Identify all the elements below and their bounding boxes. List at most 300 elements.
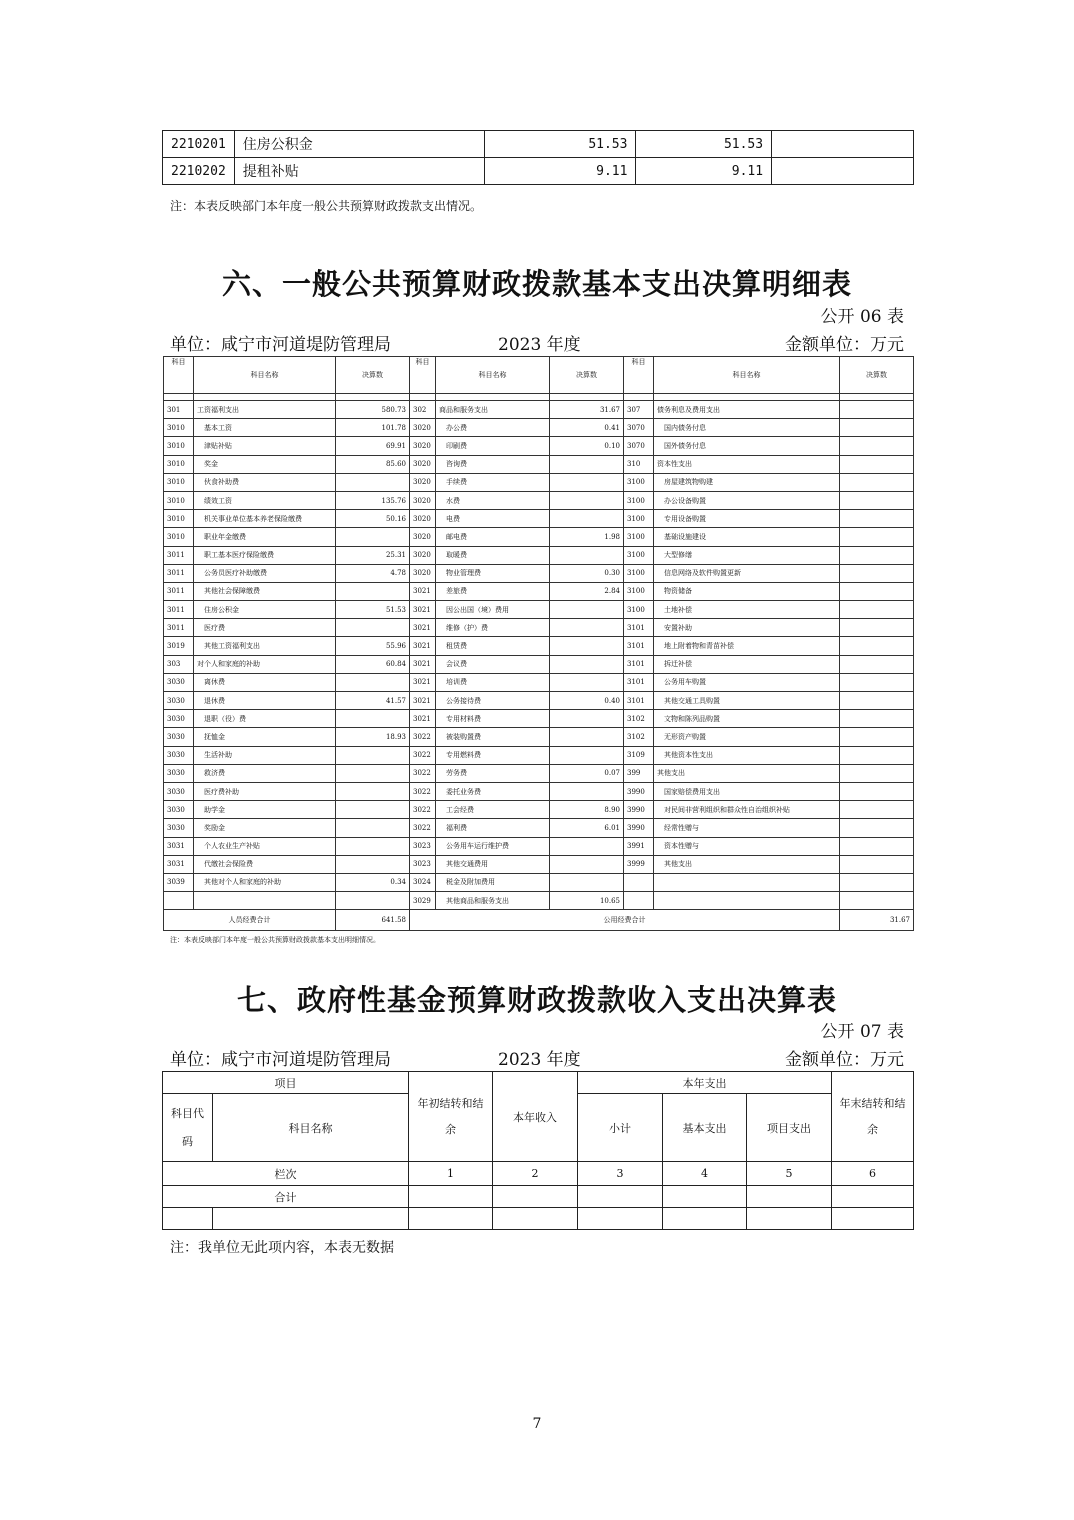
amount-cell [840, 637, 914, 655]
subject-name: 地上附着物和青苗补偿 [654, 637, 840, 655]
table-row [164, 419, 914, 437]
amount-cell [840, 619, 914, 637]
subject-code: 3020 [410, 455, 436, 473]
amount-cell [550, 655, 624, 673]
subject-code: 3100 [624, 510, 654, 528]
amount-cell: 9.11 [485, 158, 636, 185]
empty-cell [578, 1208, 663, 1230]
subject-name [194, 892, 336, 910]
table-row [164, 582, 914, 600]
header-subject-code [163, 1094, 213, 1162]
subject-name: 住房公积金 [234, 131, 484, 158]
amount-cell [840, 873, 914, 891]
subject-code: 3030 [164, 728, 194, 746]
subject-name: 其他交通工具购置 [654, 692, 840, 710]
amount-cell [550, 873, 624, 891]
table-row [164, 601, 914, 619]
table-row [164, 819, 914, 837]
subject-name: 税金及附加费用 [436, 873, 550, 891]
subject-name: 咨询费 [436, 455, 550, 473]
subject-name: 土地补偿 [654, 601, 840, 619]
subject-name: 安置补助 [654, 619, 840, 637]
amount-cell [550, 710, 624, 728]
public-total-value: 31.67 [840, 910, 914, 931]
column-header: 科目名称 [436, 357, 550, 394]
amount-cell [840, 673, 914, 691]
amount-cell [336, 746, 410, 764]
column-header: 科目 [410, 357, 436, 394]
table-row [164, 873, 914, 891]
empty-cell [624, 394, 654, 401]
amount-cell [550, 473, 624, 491]
subject-code: 3020 [410, 564, 436, 582]
section7-form-no: 公开 07 表 [820, 1022, 904, 1042]
header-project-expense: 项目支出 [747, 1094, 832, 1162]
amount-cell: 51.53 [636, 131, 772, 158]
subject-code: 3023 [410, 855, 436, 873]
subject-code: 3021 [410, 582, 436, 600]
subject-code: 3011 [164, 619, 194, 637]
subject-code: 3100 [624, 582, 654, 600]
subject-name: 职工基本医疗保险缴费 [194, 546, 336, 564]
subject-name: 医疗费补助 [194, 782, 336, 800]
subject-code: 3999 [624, 855, 654, 873]
amount-cell [336, 855, 410, 873]
empty-cell [832, 1186, 914, 1208]
amount-cell: 51.53 [336, 601, 410, 619]
table-row [164, 692, 914, 710]
empty-cell [409, 1186, 493, 1208]
subject-code: 3100 [624, 473, 654, 491]
subject-code: 3030 [164, 801, 194, 819]
amount-cell [550, 746, 624, 764]
subject-code: 3030 [164, 764, 194, 782]
subject-name: 水费 [436, 491, 550, 509]
section6-amount-unit: 金额单位：万元 [785, 335, 904, 355]
subject-name: 其他资本性支出 [654, 746, 840, 764]
subject-name: 租赁费 [436, 637, 550, 655]
subject-name: 公务用车购置 [654, 673, 840, 691]
amount-cell [840, 819, 914, 837]
amount-cell: 51.53 [485, 131, 636, 158]
table-row [164, 801, 914, 819]
subject-name: 物资储备 [654, 582, 840, 600]
subject-code: 3011 [164, 601, 194, 619]
amount-cell: 101.78 [336, 419, 410, 437]
subject-name: 会议费 [436, 655, 550, 673]
subject-code: 3100 [624, 546, 654, 564]
header-beginning-balance-line2: 余 [445, 1122, 456, 1136]
amount-cell: 18.93 [336, 728, 410, 746]
amount-cell: 0.07 [550, 764, 624, 782]
empty-cell [747, 1208, 832, 1230]
subject-code: 3039 [164, 873, 194, 891]
amount-cell [840, 655, 914, 673]
subject-code: 3021 [410, 601, 436, 619]
subject-code: 3101 [624, 637, 654, 655]
table-row [164, 746, 914, 764]
subject-name: 基础设施建设 [654, 528, 840, 546]
amount-cell: 25.31 [336, 546, 410, 564]
amount-cell [336, 673, 410, 691]
subject-code: 3029 [410, 892, 436, 910]
amount-cell [840, 564, 914, 582]
subject-name: 资本性支出 [654, 455, 840, 473]
subject-code: 3020 [410, 437, 436, 455]
subject-code: 3030 [164, 692, 194, 710]
subject-code: 3022 [410, 819, 436, 837]
subject-name: 委托业务费 [436, 782, 550, 800]
subject-code: 3031 [164, 837, 194, 855]
table-row [164, 546, 914, 564]
empty-cell [832, 1208, 914, 1230]
subject-name: 其他商品和服务支出 [436, 892, 550, 910]
table-row [164, 528, 914, 546]
subject-code: 3010 [164, 437, 194, 455]
amount-cell [840, 546, 914, 564]
table-row [163, 1162, 914, 1186]
column-header: 科目名称 [194, 357, 336, 394]
amount-cell: 60.84 [336, 655, 410, 673]
subject-code: 2210202 [163, 158, 235, 185]
table-row [163, 1208, 914, 1230]
amount-cell [840, 401, 914, 419]
empty-cell [840, 394, 914, 401]
amount-cell [772, 158, 914, 185]
subject-code: 3101 [624, 655, 654, 673]
amount-cell [336, 837, 410, 855]
empty-cell [550, 394, 624, 401]
header-beginning-balance [409, 1072, 493, 1162]
column-header: 决算数 [840, 357, 914, 394]
top-expense-table [162, 130, 914, 185]
subject-code: 3101 [624, 692, 654, 710]
subject-code: 399 [624, 764, 654, 782]
amount-cell [336, 619, 410, 637]
empty-cell [194, 394, 336, 401]
empty-cell [654, 394, 840, 401]
subject-code: 3101 [624, 619, 654, 637]
empty-cell [410, 394, 436, 401]
page-number: 7 [532, 1416, 542, 1432]
subject-code: 3022 [410, 801, 436, 819]
seq-number: 2 [493, 1162, 578, 1186]
table-row [164, 728, 914, 746]
amount-cell: 10.65 [550, 892, 624, 910]
subject-name: 生活补助 [194, 746, 336, 764]
amount-cell [840, 764, 914, 782]
subject-name: 劳务费 [436, 764, 550, 782]
seq-number: 5 [747, 1162, 832, 1186]
subject-name: 被装购置费 [436, 728, 550, 746]
amount-cell [550, 782, 624, 800]
table-row [164, 394, 914, 401]
section7-amount-unit: 金额单位：万元 [785, 1050, 904, 1070]
subject-code: 3011 [164, 546, 194, 564]
subject-code: 3022 [410, 746, 436, 764]
amount-cell: 8.90 [550, 801, 624, 819]
subject-name: 退休费 [194, 692, 336, 710]
amount-cell [840, 437, 914, 455]
subject-code: 3991 [624, 837, 654, 855]
empty-cell [663, 1208, 747, 1230]
amount-cell [550, 837, 624, 855]
subject-code: 3102 [624, 710, 654, 728]
subject-code: 3010 [164, 510, 194, 528]
header-expense: 本年支出 [578, 1072, 832, 1094]
table-row [164, 455, 914, 473]
subject-code: 3030 [164, 746, 194, 764]
amount-cell [550, 728, 624, 746]
empty-cell [493, 1186, 578, 1208]
table-row [164, 655, 914, 673]
column-header: 科目 [624, 357, 654, 394]
subject-name: 职业年金缴费 [194, 528, 336, 546]
seq-number: 3 [578, 1162, 663, 1186]
table-row [164, 619, 914, 637]
header-subtotal: 小计 [578, 1094, 663, 1162]
subject-name: 培训费 [436, 673, 550, 691]
table-row [164, 473, 914, 491]
subject-name: 印刷费 [436, 437, 550, 455]
header-project: 项目 [163, 1072, 409, 1094]
subject-name: 办公费 [436, 419, 550, 437]
subject-code: 3109 [624, 746, 654, 764]
header-subject-name: 科目名称 [213, 1094, 409, 1162]
amount-cell: 9.11 [636, 158, 772, 185]
subject-code: 3100 [624, 528, 654, 546]
section6-title: 六、一般公共预算财政拨款基本支出决算明细表 [221, 267, 852, 301]
subject-name: 机关事业单位基本养老保险缴费 [194, 510, 336, 528]
subject-name: 救济费 [194, 764, 336, 782]
subject-name: 公务用车运行维护费 [436, 837, 550, 855]
amount-cell: 0.41 [550, 419, 624, 437]
subject-name: 因公出国（境）费用 [436, 601, 550, 619]
amount-cell [840, 692, 914, 710]
section6-note: 注：本表反映部门本年度一般公共预算财政拨款基本支出明细情况。 [170, 936, 380, 944]
amount-cell [840, 801, 914, 819]
subject-code: 3102 [624, 728, 654, 746]
subject-name: 助学金 [194, 801, 336, 819]
amount-cell [840, 710, 914, 728]
table-row [164, 637, 914, 655]
top-table-note: 注：本表反映部门本年度一般公共预算财政拨款支出情况。 [170, 199, 483, 213]
amount-cell [336, 801, 410, 819]
amount-cell [840, 746, 914, 764]
amount-cell [840, 855, 914, 873]
subject-name: 差旅费 [436, 582, 550, 600]
subject-code: 3990 [624, 819, 654, 837]
subject-name: 绩效工资 [194, 491, 336, 509]
seq-number: 4 [663, 1162, 747, 1186]
amount-cell [840, 601, 914, 619]
amount-cell [550, 619, 624, 637]
amount-cell [336, 892, 410, 910]
subject-name: 物业管理费 [436, 564, 550, 582]
subject-code: 310 [624, 455, 654, 473]
subject-name: 拆迁补偿 [654, 655, 840, 673]
amount-cell: 0.10 [550, 437, 624, 455]
table-row [163, 158, 914, 185]
subject-code: 3023 [410, 837, 436, 855]
subject-code: 3024 [410, 873, 436, 891]
amount-cell [336, 582, 410, 600]
table-row [164, 764, 914, 782]
subject-name: 奖金 [194, 455, 336, 473]
subject-name: 退职（役）费 [194, 710, 336, 728]
subject-name: 大型修缮 [654, 546, 840, 564]
column-header: 决算数 [336, 357, 410, 394]
subject-name: 对民间非营利组织和群众性自治组织补贴 [654, 801, 840, 819]
personnel-total-label: 人员经费合计 [164, 910, 336, 931]
subject-name: 对个人和家庭的补助 [194, 655, 336, 673]
empty-cell [409, 1208, 493, 1230]
subject-code: 3100 [624, 564, 654, 582]
subject-code: 3021 [410, 637, 436, 655]
subject-name: 经常性赠与 [654, 819, 840, 837]
subject-code: 3100 [624, 491, 654, 509]
subject-code [624, 892, 654, 910]
empty-cell [578, 1186, 663, 1208]
amount-cell: 31.67 [550, 401, 624, 419]
subject-name: 专用材料费 [436, 710, 550, 728]
subject-name: 其他支出 [654, 855, 840, 873]
subject-name: 国内债务付息 [654, 419, 840, 437]
subject-code: 3030 [164, 673, 194, 691]
subject-name: 提租补贴 [234, 158, 484, 185]
subject-code: 301 [164, 401, 194, 419]
amount-cell: 2.84 [550, 582, 624, 600]
subject-code: 3022 [410, 764, 436, 782]
totals-row [164, 910, 914, 931]
subject-code: 3021 [410, 673, 436, 691]
amount-cell: 580.73 [336, 401, 410, 419]
subject-code: 3022 [410, 728, 436, 746]
subject-name: 信息网络及软件购置更新 [654, 564, 840, 582]
subject-code: 3010 [164, 473, 194, 491]
public-total-label: 公用经费合计 [410, 910, 840, 931]
amount-cell: 0.34 [336, 873, 410, 891]
amount-cell: 55.96 [336, 637, 410, 655]
table-row [164, 491, 914, 509]
section7-year: 2023 年度 [498, 1050, 581, 1070]
seq-number: 6 [832, 1162, 914, 1186]
section6-unit: 单位：咸宁市河道堤防管理局 [170, 335, 391, 355]
subject-code: 3020 [410, 473, 436, 491]
subject-code [164, 892, 194, 910]
amount-cell [336, 764, 410, 782]
header-beginning-balance-line1: 年初结转和结 [417, 1096, 484, 1110]
subject-name: 办公设备购置 [654, 491, 840, 509]
subject-code: 3011 [164, 564, 194, 582]
amount-cell: 135.76 [336, 491, 410, 509]
amount-cell [550, 546, 624, 564]
amount-cell [840, 528, 914, 546]
amount-cell: 0.30 [550, 564, 624, 582]
table-row [164, 401, 914, 419]
empty-cell [336, 394, 410, 401]
header-ending-balance [832, 1072, 914, 1162]
subject-name: 手续费 [436, 473, 550, 491]
subject-name: 邮电费 [436, 528, 550, 546]
subject-name: 专用设备购置 [654, 510, 840, 528]
table-row [164, 892, 914, 910]
subject-code: 3021 [410, 619, 436, 637]
amount-cell [840, 491, 914, 509]
subject-code: 3010 [164, 491, 194, 509]
subject-name [654, 873, 840, 891]
subject-name: 工资福利支出 [194, 401, 336, 419]
subject-code: 3030 [164, 819, 194, 837]
subject-code: 3101 [624, 673, 654, 691]
subject-name: 代缴社会保险费 [194, 855, 336, 873]
empty-cell [164, 394, 194, 401]
table-row [164, 437, 914, 455]
amount-cell [550, 601, 624, 619]
column-header: 科目 [164, 357, 194, 394]
amount-cell [336, 819, 410, 837]
section6-year: 2023 年度 [498, 335, 581, 355]
table-row [164, 837, 914, 855]
header-ending-balance-line2: 余 [867, 1122, 878, 1136]
empty-cell [747, 1186, 832, 1208]
subject-name: 住房公积金 [194, 601, 336, 619]
subject-name: 国家赔偿费用支出 [654, 782, 840, 800]
table-row [164, 564, 914, 582]
amount-cell [550, 455, 624, 473]
subject-code: 307 [624, 401, 654, 419]
header-subject-code-line1: 科目代 [171, 1106, 204, 1120]
subject-name: 基本工资 [194, 419, 336, 437]
header-ending-balance-line1: 年末结转和结 [839, 1096, 906, 1110]
amount-cell: 6.01 [550, 819, 624, 837]
header-subject-code-line2: 码 [182, 1134, 193, 1148]
section6-form-no: 公开 06 表 [820, 307, 904, 327]
amount-cell [840, 582, 914, 600]
amount-cell: 85.60 [336, 455, 410, 473]
subject-code: 3031 [164, 855, 194, 873]
amount-cell [840, 473, 914, 491]
subject-name: 津贴补贴 [194, 437, 336, 455]
subject-code: 3100 [624, 601, 654, 619]
amount-cell [550, 673, 624, 691]
subject-name: 取暖费 [436, 546, 550, 564]
subject-name: 奖励金 [194, 819, 336, 837]
empty-cell [436, 394, 550, 401]
subject-code: 3030 [164, 782, 194, 800]
subject-code: 3020 [410, 546, 436, 564]
subject-code: 3019 [164, 637, 194, 655]
subject-code [624, 873, 654, 891]
subject-code: 3021 [410, 655, 436, 673]
amount-cell: 0.40 [550, 692, 624, 710]
amount-cell [840, 728, 914, 746]
header-income: 本年收入 [493, 1072, 578, 1162]
amount-cell [550, 637, 624, 655]
government-fund-table [162, 1071, 914, 1230]
subject-name: 其他工资福利支出 [194, 637, 336, 655]
header-basic-expense: 基本支出 [663, 1094, 747, 1162]
amount-cell [840, 455, 914, 473]
subject-code: 3070 [624, 437, 654, 455]
seq-number: 1 [409, 1162, 493, 1186]
subject-name: 抚恤金 [194, 728, 336, 746]
subject-name: 商品和服务支出 [436, 401, 550, 419]
amount-cell [550, 510, 624, 528]
subject-code: 3020 [410, 510, 436, 528]
subject-name: 福利费 [436, 819, 550, 837]
subject-name: 其他社会保障缴费 [194, 582, 336, 600]
